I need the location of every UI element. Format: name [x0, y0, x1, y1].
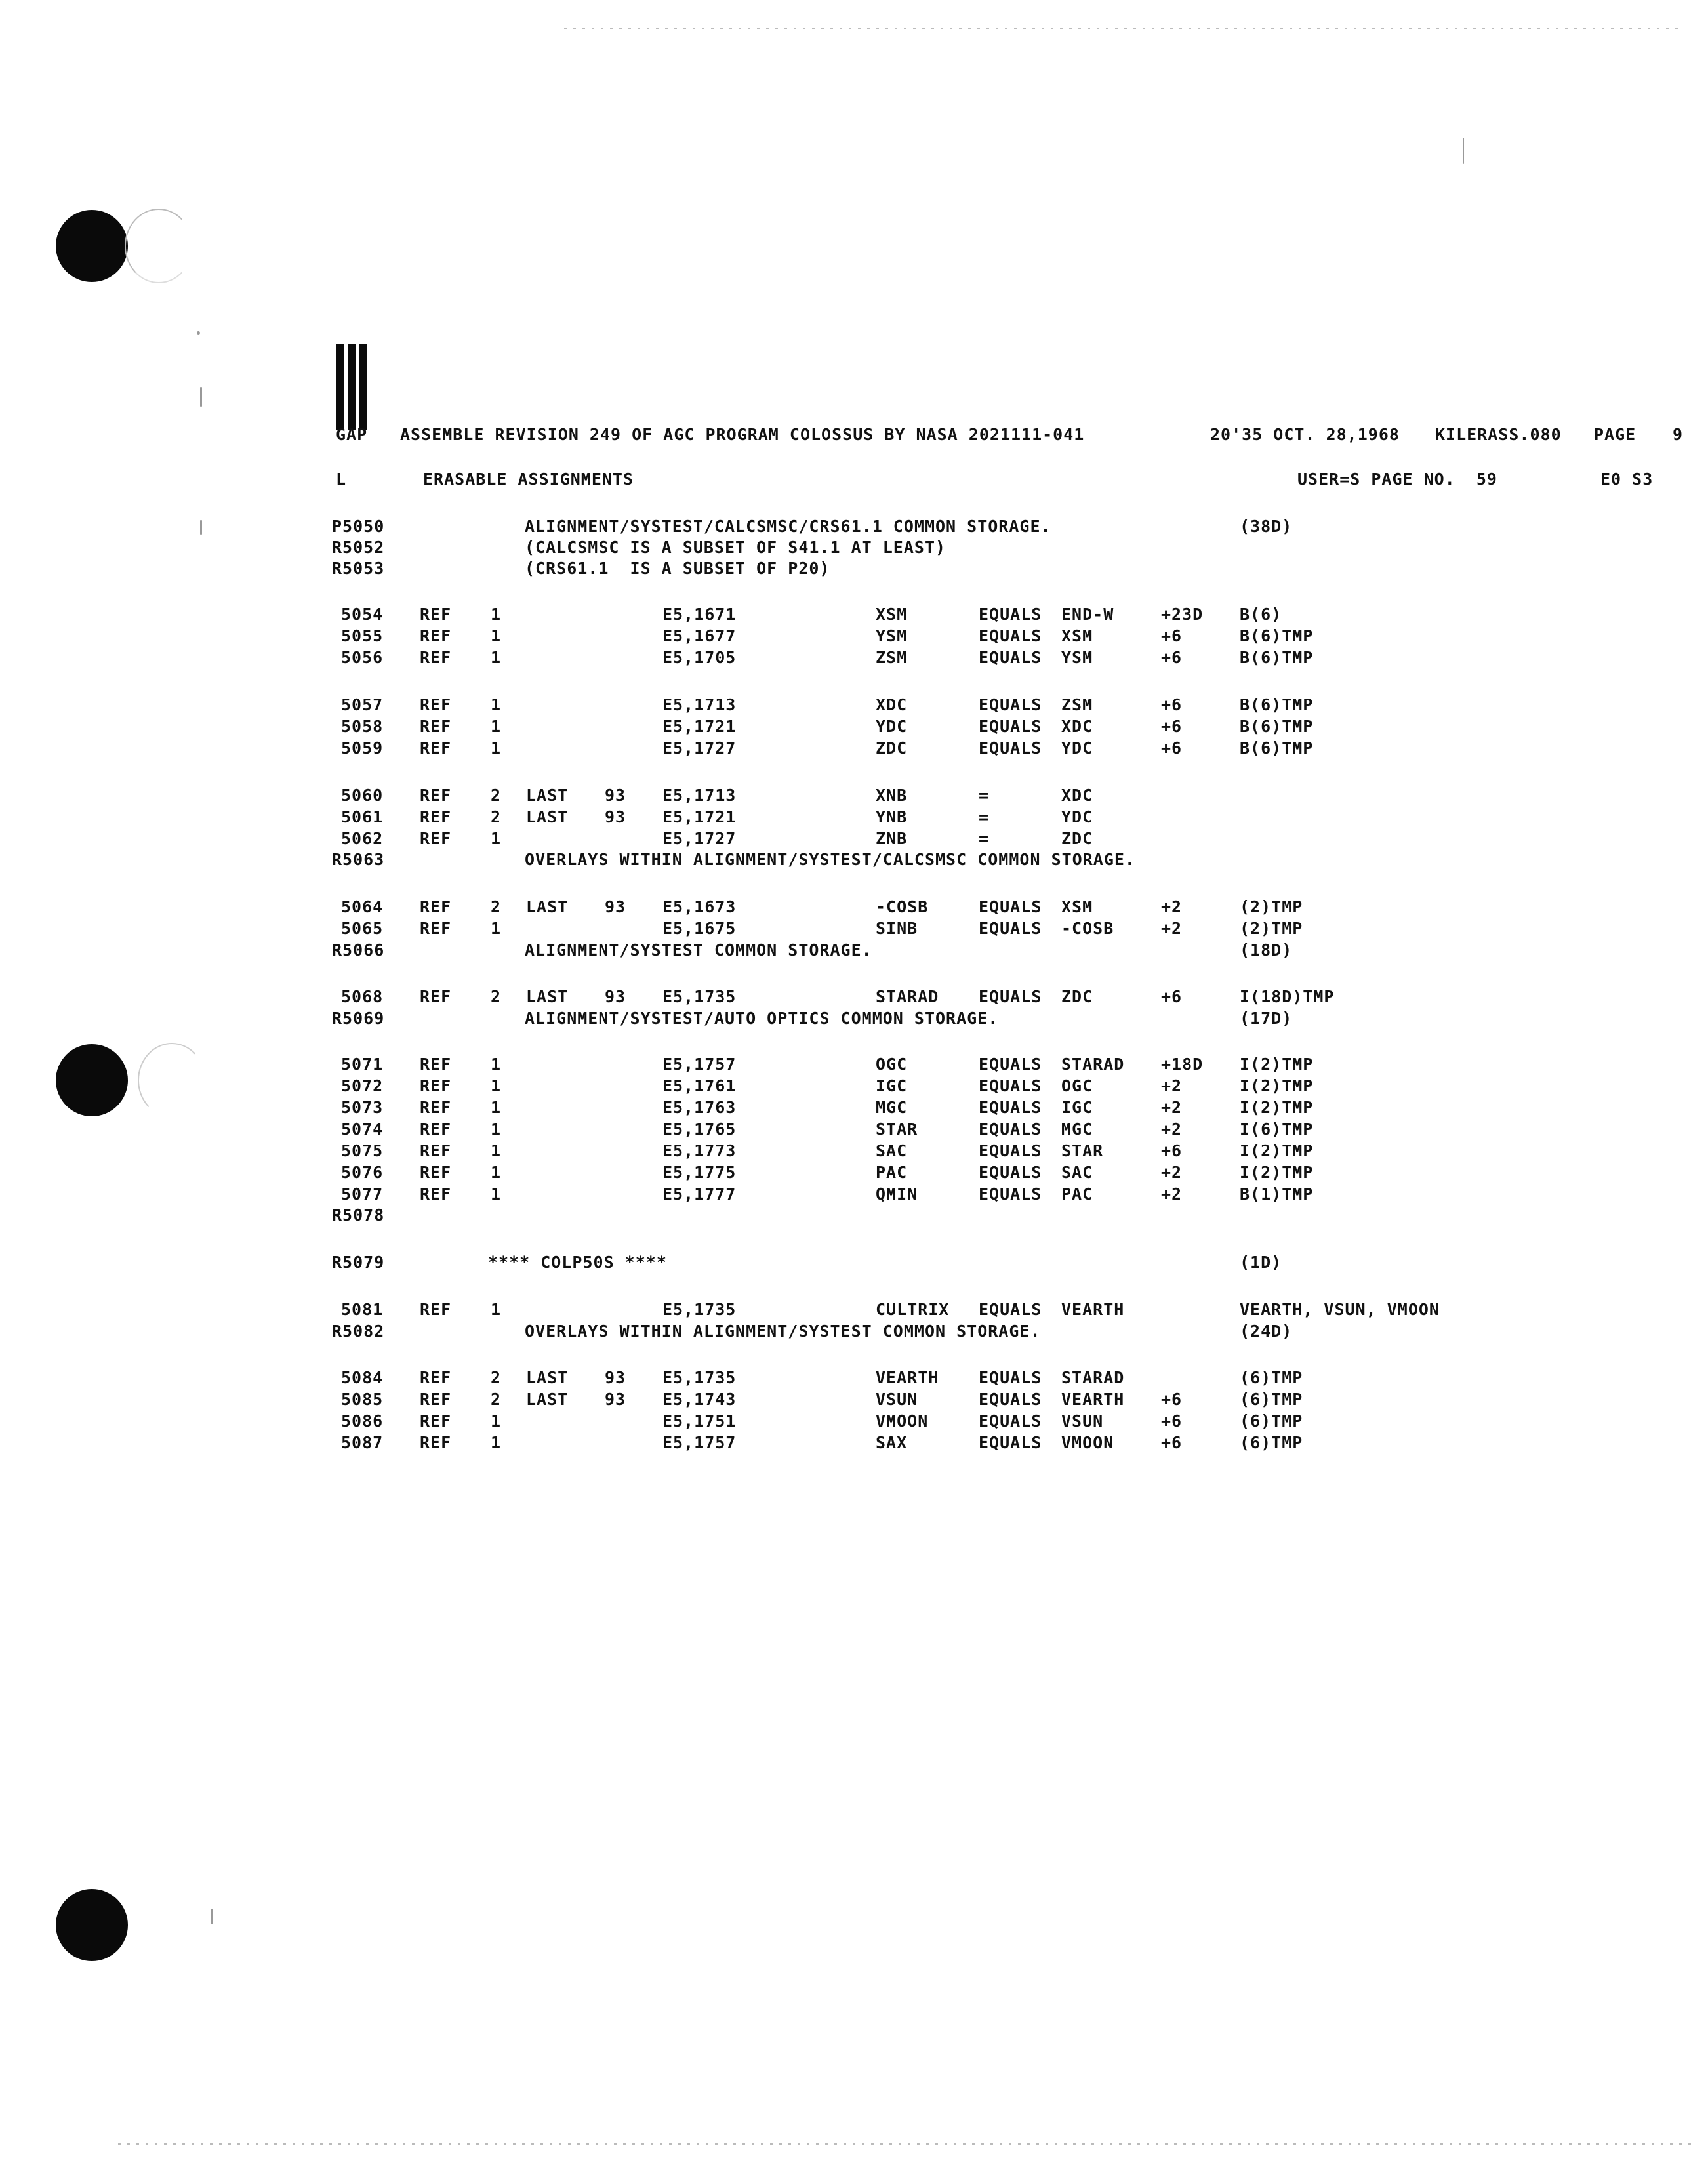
symbol: VMOON: [876, 1411, 929, 1430]
equated-symbol: STARAD: [1061, 1055, 1125, 1074]
subheader-left: L: [336, 470, 347, 489]
increment: +6: [1161, 987, 1183, 1006]
storage-type: VEARTH, VSUN, VMOON: [1240, 1300, 1440, 1319]
address: E5,1735: [662, 987, 737, 1006]
equals-op: EQUALS: [979, 1411, 1042, 1430]
symbol: VSUN: [876, 1390, 918, 1409]
increment: +6: [1161, 648, 1183, 667]
storage-type: (2)TMP: [1240, 897, 1303, 916]
margin-speck: [211, 1909, 213, 1924]
line-number: 5075: [341, 1141, 384, 1160]
equated-symbol: SAC: [1061, 1163, 1093, 1182]
ref-label: REF: [420, 1433, 452, 1452]
storage-type: B(6): [1240, 605, 1282, 624]
storage-type: (6)TMP: [1240, 1390, 1303, 1409]
remark-text: ALIGNMENT/SYSTEST/AUTO OPTICS COMMON STORAGE.: [525, 1009, 999, 1028]
remark-text: OVERLAYS WITHIN ALIGNMENT/SYSTEST/CALCSMSC COMMON STORAGE.: [525, 850, 1135, 869]
ref-count: 1: [491, 717, 502, 736]
ref-label: REF: [420, 717, 452, 736]
address: E5,1775: [662, 1163, 737, 1182]
size-comment: (38D): [1240, 517, 1293, 536]
equated-symbol: MGC: [1061, 1120, 1093, 1139]
increment: +23D: [1161, 605, 1204, 624]
line-number: R5053: [332, 559, 385, 578]
line-number: 5072: [341, 1076, 384, 1095]
last-page: 93: [605, 786, 626, 805]
ref-count: 1: [491, 1141, 502, 1160]
ref-count: 1: [491, 1120, 502, 1139]
storage-type: I(2)TMP: [1240, 1141, 1314, 1160]
increment: +2: [1161, 919, 1183, 938]
ref-label: REF: [420, 1076, 452, 1095]
equals-op: EQUALS: [979, 626, 1042, 645]
equated-symbol: YDC: [1061, 739, 1093, 758]
storage-type: I(2)TMP: [1240, 1163, 1314, 1182]
line-number: 5054: [341, 605, 384, 624]
symbol: XDC: [876, 695, 908, 714]
increment: +2: [1161, 1098, 1183, 1117]
ref-count: 1: [491, 1098, 502, 1117]
last-page: 93: [605, 987, 626, 1006]
header-mark: GAP: [336, 425, 368, 444]
ref-count: 1: [491, 919, 502, 938]
margin-speck: [197, 331, 200, 335]
ref-count: 2: [491, 1368, 502, 1387]
increment: +18D: [1161, 1055, 1204, 1074]
symbol: YDC: [876, 717, 908, 736]
header-timestamp: 20'35 OCT. 28,1968: [1210, 425, 1400, 444]
subheader-section: ERASABLE ASSIGNMENTS: [423, 470, 634, 489]
ref-label: REF: [420, 1163, 452, 1182]
equated-symbol: XDC: [1061, 786, 1093, 805]
storage-type: B(6)TMP: [1240, 648, 1314, 667]
symbol: PAC: [876, 1163, 908, 1182]
ref-label: REF: [420, 1098, 452, 1117]
last-label: LAST: [526, 807, 569, 826]
storage-type: I(2)TMP: [1240, 1098, 1314, 1117]
equals-op: EQUALS: [979, 1368, 1042, 1387]
equals-op: EQUALS: [979, 1185, 1042, 1204]
address: E5,1743: [662, 1390, 737, 1409]
header-page-number: 9: [1673, 425, 1684, 444]
ref-label: REF: [420, 739, 452, 758]
equals-op: EQUALS: [979, 605, 1042, 624]
ref-count: 1: [491, 626, 502, 645]
ref-label: REF: [420, 919, 452, 938]
header-page-label: PAGE: [1594, 425, 1637, 444]
increment: +2: [1161, 1120, 1183, 1139]
increment: +6: [1161, 626, 1183, 645]
equated-symbol: PAC: [1061, 1185, 1093, 1204]
equated-symbol: YSM: [1061, 648, 1093, 667]
storage-type: I(2)TMP: [1240, 1076, 1314, 1095]
symbol: QMIN: [876, 1185, 918, 1204]
line-number: 5057: [341, 695, 384, 714]
punch-hole-ring-top: [125, 209, 193, 283]
increment: +6: [1161, 1141, 1183, 1160]
last-label: LAST: [526, 1390, 569, 1409]
subheader-user-page: USER=S PAGE NO. 59: [1297, 470, 1497, 489]
last-label: LAST: [526, 987, 569, 1006]
symbol: SAC: [876, 1141, 908, 1160]
header-title: ASSEMBLE REVISION 249 OF AGC PROGRAM COLOSSUS BY NASA 2021111-041: [400, 425, 1085, 444]
equated-symbol: STAR: [1061, 1141, 1104, 1160]
line-number: 5085: [341, 1390, 384, 1409]
storage-type: B(6)TMP: [1240, 717, 1314, 736]
equated-symbol: ZDC: [1061, 987, 1093, 1006]
equals-op: EQUALS: [979, 717, 1042, 736]
equals-op: EQUALS: [979, 695, 1042, 714]
line-number: 5086: [341, 1411, 384, 1430]
remark-text: ALIGNMENT/SYSTEST COMMON STORAGE.: [525, 941, 872, 960]
line-number: R5082: [332, 1322, 385, 1341]
equated-symbol: IGC: [1061, 1098, 1093, 1117]
symbol: VEARTH: [876, 1368, 939, 1387]
punch-hole-middle: [56, 1044, 128, 1116]
ref-label: REF: [420, 695, 452, 714]
last-page: 93: [605, 1368, 626, 1387]
ref-label: REF: [420, 987, 452, 1006]
equals-op: EQUALS: [979, 897, 1042, 916]
address: E5,1765: [662, 1120, 737, 1139]
header-user-file: KILERASS.080: [1435, 425, 1562, 444]
ref-label: REF: [420, 807, 452, 826]
symbol: XNB: [876, 786, 908, 805]
ref-count: 1: [491, 1433, 502, 1452]
last-page: 93: [605, 807, 626, 826]
symbol: SAX: [876, 1433, 908, 1452]
ref-count: 1: [491, 1411, 502, 1430]
ref-label: REF: [420, 1185, 452, 1204]
ref-count: 1: [491, 648, 502, 667]
equals-op: EQUALS: [979, 1120, 1042, 1139]
line-number: 5081: [341, 1300, 384, 1319]
line-number: 5068: [341, 987, 384, 1006]
increment: +6: [1161, 717, 1183, 736]
equals-op: EQUALS: [979, 1055, 1042, 1074]
punch-hole-ring-middle: [138, 1043, 206, 1118]
equals-op: EQUALS: [979, 739, 1042, 758]
equated-symbol: XSM: [1061, 626, 1093, 645]
line-number: 5087: [341, 1433, 384, 1452]
ref-label: REF: [420, 605, 452, 624]
line-number: R5066: [332, 941, 385, 960]
symbol: SINB: [876, 919, 918, 938]
increment: +6: [1161, 1411, 1183, 1430]
symbol: ZNB: [876, 829, 908, 848]
remark-text: (CRS61.1 IS A SUBSET OF P20): [525, 559, 830, 578]
binder-mark-bars: [336, 344, 369, 430]
size-comment: (24D): [1240, 1322, 1293, 1341]
last-page: 93: [605, 1390, 626, 1409]
ref-count: 1: [491, 1163, 502, 1182]
increment: +6: [1161, 739, 1183, 758]
line-number: 5071: [341, 1055, 384, 1074]
equals-op: EQUALS: [979, 648, 1042, 667]
address: E5,1773: [662, 1141, 737, 1160]
symbol: OGC: [876, 1055, 908, 1074]
remark-text: **** COLP50S ****: [488, 1253, 667, 1272]
line-number: 5055: [341, 626, 384, 645]
increment: +6: [1161, 695, 1183, 714]
address: E5,1751: [662, 1411, 737, 1430]
equated-symbol: VMOON: [1061, 1433, 1114, 1452]
line-number: R5052: [332, 538, 385, 557]
address: E5,1721: [662, 807, 737, 826]
storage-type: B(1)TMP: [1240, 1185, 1314, 1204]
line-number: 5073: [341, 1098, 384, 1117]
ref-count: 1: [491, 1300, 502, 1319]
ref-label: REF: [420, 626, 452, 645]
equated-symbol: XSM: [1061, 897, 1093, 916]
ref-label: REF: [420, 1300, 452, 1319]
remark-text: ALIGNMENT/SYSTEST/CALCSMSC/CRS61.1 COMMON STORAGE.: [525, 517, 1051, 536]
size-comment: (1D): [1240, 1253, 1282, 1272]
margin-speck: [200, 387, 202, 407]
equals-op: EQUALS: [979, 1098, 1042, 1117]
storage-type: B(6)TMP: [1240, 739, 1314, 758]
symbol: CULTRIX: [876, 1300, 950, 1319]
punch-hole-bottom: [56, 1889, 128, 1961]
symbol: YNB: [876, 807, 908, 826]
ref-count: 1: [491, 1185, 502, 1204]
address: E5,1677: [662, 626, 737, 645]
line-number: R5078: [332, 1206, 385, 1225]
ref-label: REF: [420, 1368, 452, 1387]
equals-op: =: [979, 829, 990, 848]
equals-op: EQUALS: [979, 1433, 1042, 1452]
address: E5,1761: [662, 1076, 737, 1095]
equals-op: EQUALS: [979, 1163, 1042, 1182]
equated-symbol: ZSM: [1061, 695, 1093, 714]
ref-count: 1: [491, 695, 502, 714]
address: E5,1735: [662, 1368, 737, 1387]
punch-hole-top: [56, 210, 128, 282]
equals-op: EQUALS: [979, 1141, 1042, 1160]
line-number: R5063: [332, 850, 385, 869]
symbol: STAR: [876, 1120, 918, 1139]
line-number: 5077: [341, 1185, 384, 1204]
symbol: ZDC: [876, 739, 908, 758]
ref-count: 1: [491, 605, 502, 624]
ref-label: REF: [420, 829, 452, 848]
storage-type: I(6)TMP: [1240, 1120, 1314, 1139]
storage-type: (6)TMP: [1240, 1411, 1303, 1430]
line-number: R5079: [332, 1253, 385, 1272]
line-number: 5084: [341, 1368, 384, 1387]
address: E5,1713: [662, 786, 737, 805]
last-label: LAST: [526, 1368, 569, 1387]
address: E5,1671: [662, 605, 737, 624]
equals-op: EQUALS: [979, 987, 1042, 1006]
increment: +6: [1161, 1433, 1183, 1452]
ref-count: 1: [491, 1055, 502, 1074]
address: E5,1727: [662, 739, 737, 758]
equated-symbol: YDC: [1061, 807, 1093, 826]
ref-label: REF: [420, 1390, 452, 1409]
ref-count: 1: [491, 739, 502, 758]
line-number: 5059: [341, 739, 384, 758]
address: E5,1777: [662, 1185, 737, 1204]
line-number: 5058: [341, 717, 384, 736]
ref-label: REF: [420, 1411, 452, 1430]
storage-type: B(6)TMP: [1240, 626, 1314, 645]
storage-type: I(2)TMP: [1240, 1055, 1314, 1074]
equated-symbol: ZDC: [1061, 829, 1093, 848]
ref-label: REF: [420, 786, 452, 805]
address: E5,1675: [662, 919, 737, 938]
remark-text: (CALCSMSC IS A SUBSET OF S41.1 AT LEAST): [525, 538, 946, 557]
address: E5,1735: [662, 1300, 737, 1319]
ref-label: REF: [420, 897, 452, 916]
address: E5,1713: [662, 695, 737, 714]
ref-count: 2: [491, 786, 502, 805]
increment: +6: [1161, 1390, 1183, 1409]
line-number: 5056: [341, 648, 384, 667]
line-number: 5060: [341, 786, 384, 805]
subheader-code: E0 S3: [1600, 470, 1654, 489]
ref-count: 1: [491, 829, 502, 848]
line-number: 5061: [341, 807, 384, 826]
storage-type: I(18D)TMP: [1240, 987, 1335, 1006]
symbol: MGC: [876, 1098, 908, 1117]
size-comment: (18D): [1240, 941, 1293, 960]
symbol: ZSM: [876, 648, 908, 667]
margin-speck: [1463, 138, 1464, 164]
address: E5,1705: [662, 648, 737, 667]
equals-op: EQUALS: [979, 1300, 1042, 1319]
equated-symbol: -COSB: [1061, 919, 1114, 938]
equals-op: =: [979, 786, 990, 805]
storage-type: (6)TMP: [1240, 1433, 1303, 1452]
equated-symbol: VEARTH: [1061, 1390, 1125, 1409]
last-label: LAST: [526, 786, 569, 805]
ref-count: 2: [491, 807, 502, 826]
ref-label: REF: [420, 1141, 452, 1160]
equals-op: =: [979, 807, 990, 826]
last-label: LAST: [526, 897, 569, 916]
equated-symbol: VEARTH: [1061, 1300, 1125, 1319]
equated-symbol: OGC: [1061, 1076, 1093, 1095]
equated-symbol: STARAD: [1061, 1368, 1125, 1387]
storage-type: (2)TMP: [1240, 919, 1303, 938]
address: E5,1727: [662, 829, 737, 848]
bottom-edge-artifact: [118, 2143, 1692, 2145]
address: E5,1763: [662, 1098, 737, 1117]
increment: +2: [1161, 897, 1183, 916]
line-number: 5076: [341, 1163, 384, 1182]
ref-count: 2: [491, 897, 502, 916]
equated-symbol: VSUN: [1061, 1411, 1104, 1430]
ref-count: 2: [491, 987, 502, 1006]
symbol: -COSB: [876, 897, 929, 916]
ref-label: REF: [420, 1120, 452, 1139]
line-number: P5050: [332, 517, 385, 536]
line-number: R5069: [332, 1009, 385, 1028]
size-comment: (17D): [1240, 1009, 1293, 1028]
equated-symbol: XDC: [1061, 717, 1093, 736]
storage-type: B(6)TMP: [1240, 695, 1314, 714]
storage-type: (6)TMP: [1240, 1368, 1303, 1387]
ref-count: 1: [491, 1076, 502, 1095]
equals-op: EQUALS: [979, 1076, 1042, 1095]
address: E5,1673: [662, 897, 737, 916]
ref-label: REF: [420, 648, 452, 667]
line-number: 5065: [341, 919, 384, 938]
symbol: YSM: [876, 626, 908, 645]
increment: +2: [1161, 1076, 1183, 1095]
address: E5,1757: [662, 1055, 737, 1074]
last-page: 93: [605, 897, 626, 916]
line-number: 5064: [341, 897, 384, 916]
equated-symbol: END-W: [1061, 605, 1114, 624]
address: E5,1757: [662, 1433, 737, 1452]
increment: +2: [1161, 1185, 1183, 1204]
margin-speck: [200, 520, 202, 535]
symbol: STARAD: [876, 987, 939, 1006]
symbol: IGC: [876, 1076, 908, 1095]
remark-text: OVERLAYS WITHIN ALIGNMENT/SYSTEST COMMON STORAGE.: [525, 1322, 1041, 1341]
line-number: 5074: [341, 1120, 384, 1139]
symbol: XSM: [876, 605, 908, 624]
equals-op: EQUALS: [979, 1390, 1042, 1409]
ref-count: 2: [491, 1390, 502, 1409]
line-number: 5062: [341, 829, 384, 848]
equals-op: EQUALS: [979, 919, 1042, 938]
increment: +2: [1161, 1163, 1183, 1182]
ref-label: REF: [420, 1055, 452, 1074]
top-edge-artifact: [564, 28, 1679, 29]
address: E5,1721: [662, 717, 737, 736]
